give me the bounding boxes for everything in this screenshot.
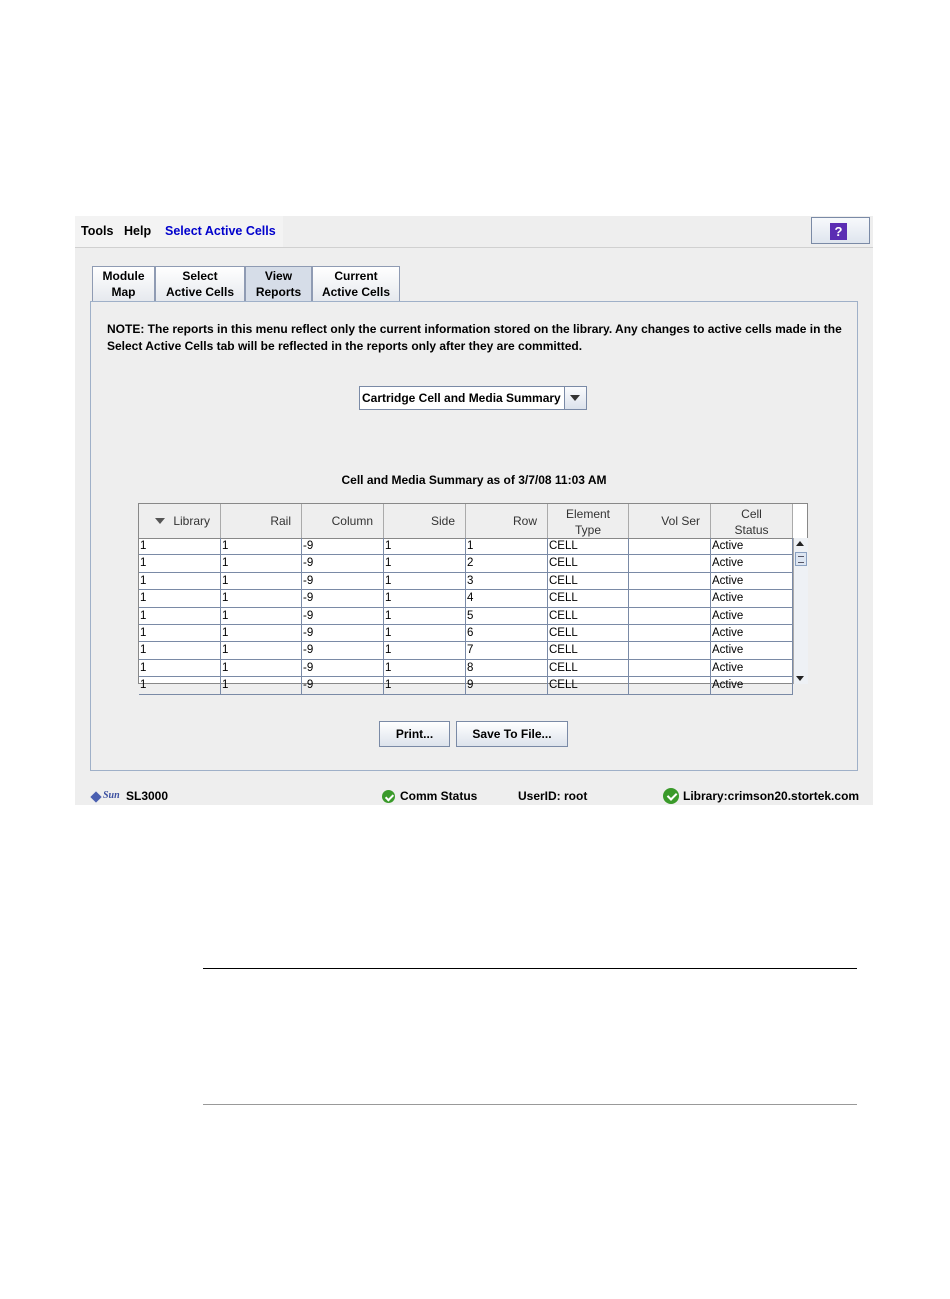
cell-row: 5 — [466, 608, 548, 624]
note-text: NOTE: The reports in this menu reflect only the current information stored on the library. Any changes to active cells made in the Select Active Cells tab will be reflected in the reports only after they are committed. — [107, 322, 842, 353]
cell-library: 1 — [139, 677, 221, 693]
cell-side: 1 — [384, 573, 466, 589]
comm-status-label: Comm Status — [400, 789, 478, 803]
menu-select-active-cells[interactable]: Select Active Cells — [165, 224, 276, 238]
report-type-value: Cartridge Cell and Media Summary — [362, 391, 561, 405]
menu-tools[interactable]: Tools — [81, 224, 114, 238]
help-button[interactable] — [811, 217, 870, 244]
cell-rail: 1 — [221, 538, 302, 554]
table-row[interactable] — [139, 660, 793, 677]
cell-rail: 1 — [221, 625, 302, 641]
tab-view-reports[interactable] — [245, 266, 312, 301]
cell-vol-ser — [629, 573, 711, 589]
cell-column: -9 — [302, 590, 384, 606]
column-header-label: Side — [430, 514, 455, 528]
header-line-1: Cell — [741, 507, 762, 521]
scroll-thumb[interactable] — [795, 552, 807, 566]
save-to-file-button[interactable]: Save To File... — [456, 721, 568, 747]
view-reports-panel — [90, 301, 858, 771]
cell-vol-ser — [629, 625, 711, 641]
table-scrollbar[interactable] — [793, 538, 808, 684]
sort-down-icon — [155, 518, 165, 524]
cell-vol-ser — [629, 590, 711, 606]
cell-cell-status: Active — [711, 555, 793, 571]
status-bar — [75, 786, 873, 805]
cell-library: 1 — [139, 538, 221, 554]
chevron-down-icon[interactable] — [564, 387, 586, 409]
menu-bar — [75, 216, 873, 248]
cell-side: 1 — [384, 555, 466, 571]
table-row[interactable] — [139, 608, 793, 625]
column-header-side[interactable] — [384, 504, 466, 538]
column-header-label: Rail — [270, 514, 291, 528]
tab-module-map[interactable] — [92, 266, 155, 301]
cell-rail: 1 — [221, 608, 302, 624]
cell-side: 1 — [384, 608, 466, 624]
table-row[interactable] — [139, 625, 793, 642]
cell-row: 3 — [466, 573, 548, 589]
cell-vol-ser — [629, 538, 711, 554]
cell-column: -9 — [302, 573, 384, 589]
cell-column: -9 — [302, 660, 384, 676]
sun-diamond-icon — [90, 791, 101, 802]
cell-rail: 1 — [221, 677, 302, 693]
table-row[interactable] — [139, 573, 793, 590]
cell-rail: 1 — [221, 590, 302, 606]
cell-element-type: CELL — [548, 608, 629, 624]
cell-side: 1 — [384, 538, 466, 554]
comm-status-check-icon — [382, 790, 395, 803]
cell-vol-ser — [629, 677, 711, 693]
column-header-label: Row — [512, 514, 537, 528]
tab-current-active-cells[interactable] — [312, 266, 400, 301]
cell-element-type: CELL — [548, 590, 629, 606]
cell-row: 7 — [466, 642, 548, 658]
horizontal-rule — [203, 968, 857, 969]
cell-side: 1 — [384, 625, 466, 641]
table-row[interactable] — [139, 642, 793, 659]
cell-element-type: CELL — [548, 555, 629, 571]
column-header-label: Column — [331, 514, 373, 528]
cell-cell-status: Active — [711, 608, 793, 624]
cell-library: 1 — [139, 555, 221, 571]
header-line-2: Type — [574, 523, 601, 537]
cell-column: -9 — [302, 555, 384, 571]
cell-vol-ser — [629, 642, 711, 658]
table-row[interactable] — [139, 538, 793, 555]
cell-element-type: CELL — [548, 677, 629, 693]
column-header-label — [548, 506, 628, 538]
tab-select-active-cells[interactable] — [155, 266, 245, 301]
scroll-down-icon[interactable] — [796, 676, 804, 681]
cell-rail: 1 — [221, 642, 302, 658]
cell-row: 6 — [466, 625, 548, 641]
cell-row: 9 — [466, 677, 548, 693]
cell-column: -9 — [302, 625, 384, 641]
user-id: UserID: root — [518, 789, 588, 803]
cell-element-type: CELL — [548, 538, 629, 554]
report-title: Cell and Media Summary as of 3/7/08 11:03 AM — [341, 473, 607, 487]
column-header-cell-status[interactable] — [711, 504, 793, 538]
cell-library: 1 — [139, 590, 221, 606]
tab-label: Reports — [255, 285, 302, 299]
print-button[interactable]: Print... — [379, 721, 450, 747]
cell-element-type: CELL — [548, 573, 629, 589]
header-line-1: Element — [565, 507, 611, 521]
column-header-row[interactable] — [466, 504, 548, 538]
report-table — [138, 503, 808, 692]
cell-side: 1 — [384, 590, 466, 606]
tab-label: View — [264, 269, 293, 283]
cell-cell-status: Active — [711, 677, 793, 693]
sun-logo — [91, 787, 121, 804]
cell-rail: 1 — [221, 555, 302, 571]
cell-cell-status: Active — [711, 625, 793, 641]
column-header-column[interactable] — [302, 504, 384, 538]
cell-column: -9 — [302, 608, 384, 624]
cell-cell-status: Active — [711, 660, 793, 676]
cell-row: 8 — [466, 660, 548, 676]
cell-column: -9 — [302, 642, 384, 658]
report-type-select[interactable] — [359, 386, 587, 410]
cell-element-type: CELL — [548, 625, 629, 641]
cell-row: 4 — [466, 590, 548, 606]
menu-help[interactable]: Help — [124, 224, 152, 238]
horizontal-rule — [203, 1104, 857, 1105]
cell-cell-status: Active — [711, 590, 793, 606]
tab-label: Active Cells — [321, 285, 391, 299]
cell-column: -9 — [302, 538, 384, 554]
column-header-label — [711, 506, 792, 538]
tab-label: Map — [111, 285, 136, 299]
cell-vol-ser — [629, 555, 711, 571]
table-row[interactable] — [139, 677, 793, 694]
column-header-label: Library — [173, 514, 210, 528]
cell-row: 1 — [466, 538, 548, 554]
cell-vol-ser — [629, 660, 711, 676]
column-header-rail[interactable] — [221, 504, 302, 538]
cell-library: 1 — [139, 573, 221, 589]
cell-element-type: CELL — [548, 660, 629, 676]
tab-label: Module — [102, 269, 145, 283]
cell-library: 1 — [139, 625, 221, 641]
product-name: SL3000 — [126, 789, 169, 803]
library-name: Library:crimson20.stortek.com — [683, 789, 860, 803]
scroll-up-icon[interactable] — [796, 541, 804, 546]
library-status-check-icon — [663, 788, 679, 804]
column-header-vol-ser[interactable] — [629, 504, 711, 538]
cell-cell-status: Active — [711, 538, 793, 554]
cell-library: 1 — [139, 642, 221, 658]
logo-text: Sun — [103, 790, 120, 801]
cell-rail: 1 — [221, 573, 302, 589]
cell-cell-status: Active — [711, 642, 793, 658]
cell-column: -9 — [302, 677, 384, 693]
header-line-2: Status — [734, 523, 769, 537]
tab-label: Active Cells — [165, 285, 235, 299]
tab-label: Current — [334, 269, 378, 283]
cell-library: 1 — [139, 608, 221, 624]
column-header-label: Vol Ser — [661, 514, 700, 528]
cell-library: 1 — [139, 660, 221, 676]
table-row[interactable] — [139, 555, 793, 572]
table-header — [139, 504, 793, 539]
cell-vol-ser — [629, 608, 711, 624]
cell-row: 2 — [466, 555, 548, 571]
tab-label: Select — [182, 269, 218, 283]
table-body — [139, 538, 793, 695]
column-header-element-type[interactable] — [548, 504, 629, 538]
application-window — [75, 216, 873, 805]
question-mark-icon: ? — [830, 223, 847, 240]
cell-element-type: CELL — [548, 642, 629, 658]
cell-side: 1 — [384, 677, 466, 693]
cell-side: 1 — [384, 642, 466, 658]
cell-cell-status: Active — [711, 573, 793, 589]
cell-rail: 1 — [221, 660, 302, 676]
table-row[interactable] — [139, 590, 793, 607]
column-header-library[interactable] — [139, 504, 221, 538]
cell-side: 1 — [384, 660, 466, 676]
